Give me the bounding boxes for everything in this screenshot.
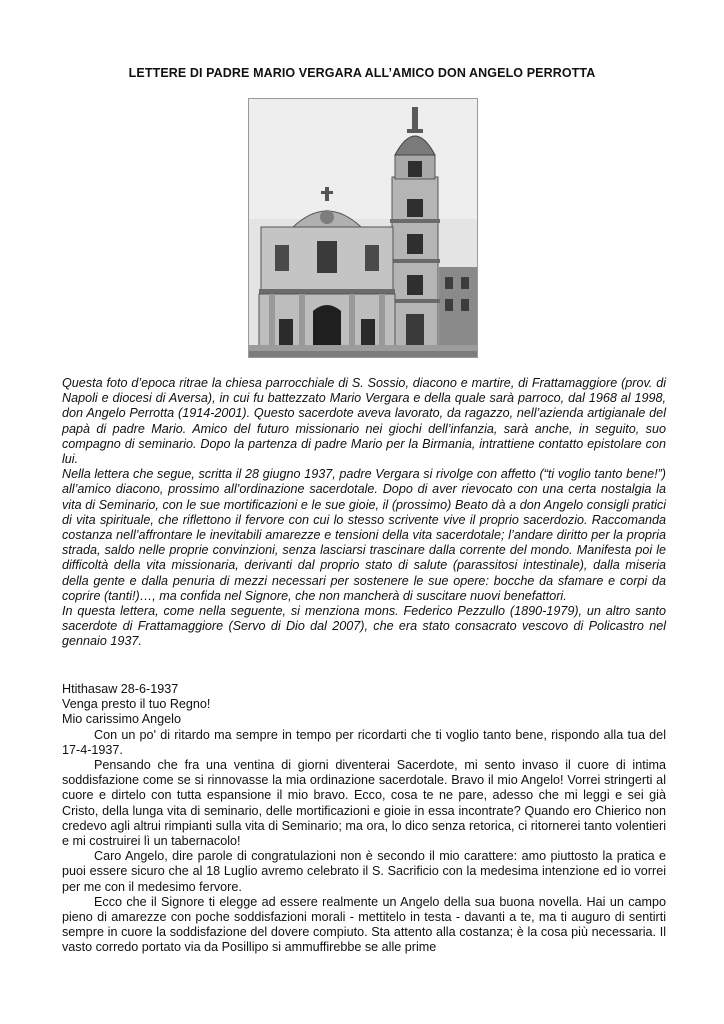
- letter-place-date: Htithasaw 28-6-1937: [62, 682, 179, 696]
- intro-paragraph: Questa foto d’epoca ritrae la chiesa parrocchiale di S. Sossio, diacono e martire, di Frattamaggiore (prov. di Napoli e diocesi di Aversa), in cui fu battezzato Mario Vergara e della quale sarà parroco, dal 1968 al 1998, don Angelo Perrotta (1914-2001). Questo sacerdote aveva lavorato, da ragazzo, nell’azienda artigianale del papà di padre Mario. Amico del futuro missionario nei giochi dell’infanzia, sarà anche, in seguito, suo compagno di seminario. Dopo la partenza di padre Mario per la Birmania, intrattiene contatto epistolare con lui.: [62, 376, 666, 467]
- document-title: LETTERE DI PADRE MARIO VERGARA ALL’AMICO DON ANGELO PERROTTA: [128, 66, 596, 80]
- letter-salutation: Mio carissimo Angelo: [62, 712, 181, 727]
- letter-invocation: Venga presto il tuo Regno!: [62, 697, 211, 712]
- letter-paragraph: Con un po' di ritardo ma sempre in tempo per ricordarti che ti voglio tanto bene, rispondo alla tua del 17-4-1937.: [62, 727, 666, 757]
- letter-paragraph: Pensando che fra una ventina di giorni diventerai Sacerdote, mi sento invaso il cuore di intima soddisfazione come se si rinnovasse la mia ordinazione sacerdotale. Bravo il mio Angelo! Vorrei stringerti al cuore e dirtelo con tutta espansione il mio bravo. Ecco, cosa te ne pare, adesso che mi leggi e sei già Cristo, della lunga vita di seminario, delle mortificazioni e gioie in essa incontrate? Quando ero Chierico non credevo agli altrui rimpianti sulla vita di Seminario; ma ora, lo dico senza retorica, ci ritornerei tanto volentieri e mi costruirei lì un tabernacolo!: [62, 758, 666, 849]
- intro-text: [62, 376, 666, 650]
- church-photo: [248, 98, 478, 358]
- intro-paragraph: Nella lettera che segue, scritta il 28 giugno 1937, padre Vergara si rivolge con affetto (“ti voglio tanto bene!”) all’amico diacono, prossimo all’ordinazione sacerdotale. Dopo di aver rievocato con una certa nostalgia la vita di Seminario, con le sue mortificazioni e le sue gioie, il (prossimo) Beato dà a don Angelo consigli pratici di vita spirituale, che riflettono il fervore con cui lo stesso scrivente vive il proprio sacerdozio. Raccomanda costanza nell’affrontare le inevitabili amarezze e tensioni della vita sacerdotale; l’andare diritto per la propria strada, saldo nelle proprie convinzioni, senza lasciarsi trascinare dalla corrente del mondo. Manifesta poi le difficoltà della vita missionaria, derivanti dal proprio stato di salute (parassitosi intestinale), dalla miseria della gente e dalla penuria di mezzi necessari per sostenere le sue opere: bocche da sfamare e corpi da coprire (tanti!)…, ma confida nel Signore, che non mancherà di suscitare nuovi benefattori.: [62, 467, 666, 603]
- letter-paragraph: Ecco che il Signore ti elegge ad essere realmente un Angelo della sua buona novella. Hai un campo pieno di amarezze con poche soddisfazioni morali - mettitelo in testa - davanti a te, ma ti auguro di sentirti sempre in cuore la soddisfazione del dovere compiuto. Sta attento alla costanza; è la cosa più necessaria. Il vasto corredo portato via da Posillipo si ammuffirebbe se alle prime: [62, 894, 666, 955]
- letter-paragraph: Caro Angelo, dire parole di congratulazioni non è secondo il mio carattere: amo piuttosto la pratica e puoi essere sicuro che al 18 Luglio avremo celebrato il S. Sacrificio con la medesima intenzione ed io vorrei per me con il medesimo fervore.: [62, 849, 666, 894]
- church-illustration: [249, 99, 477, 357]
- letter-body: [62, 682, 666, 956]
- intro-paragraph: In questa lettera, come nella seguente, si menziona mons. Federico Pezzullo (1890-1979), un altro santo sacerdote di Frattamaggiore (Servo di Dio dal 2007), che era stato consacrato vescovo di Policastro nel gennaio 1937.: [62, 604, 666, 649]
